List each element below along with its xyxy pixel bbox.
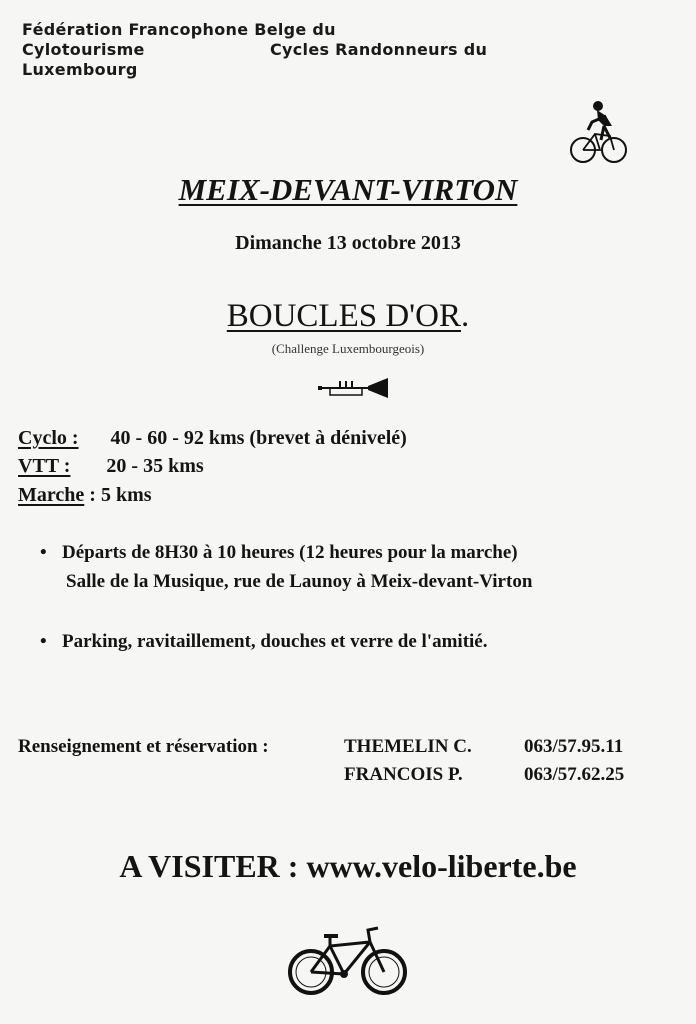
bullet-departures-location: Salle de la Musique, rue de Launoy à Meix-devant-Virton: [66, 571, 533, 592]
bullet-departures: • Départs de 8H30 à 10 heures (12 heures pour la marche): [40, 542, 518, 563]
federation-line-2-left: Cylotourisme: [22, 40, 145, 59]
trumpet-icon: [316, 376, 390, 400]
federation-line-2-right: Cycles Randonneurs du: [270, 40, 488, 59]
visit-website[interactable]: A VISITER : www.velo-liberte.be: [119, 848, 577, 884]
mountain-bike-icon: [284, 922, 412, 998]
contact-intro: Renseignement et réservation :: [18, 736, 269, 757]
bullet-amenities: • Parking, ravitaillement, douches et verre de l'amitié.: [40, 631, 488, 652]
event-name: BOUCLES D'OR.: [226, 298, 470, 334]
contact-name-1: THEMELIN C.: [344, 736, 472, 757]
distance-cyclo: Cyclo : 40 - 60 - 92 kms (brevet à dénivelé): [18, 427, 407, 449]
contact-phone-2: 063/57.62.25: [524, 764, 625, 785]
event-date: Dimanche 13 octobre 2013: [235, 232, 461, 254]
federation-line-1: Fédération Francophone Belge du: [22, 20, 336, 39]
event-location-title: MEIX-DEVANT-VIRTON: [178, 172, 518, 207]
distance-vtt: VTT : 20 - 35 kms: [18, 455, 204, 477]
event-subtitle: (Challenge Luxembourgeois): [271, 341, 425, 356]
racing-cyclist-icon: [568, 96, 630, 168]
contact-phone-1: 063/57.95.11: [524, 736, 624, 757]
distance-marche: Marche : 5 kms: [18, 484, 152, 506]
federation-line-3: Luxembourg: [22, 60, 138, 79]
contact-name-2: FRANCOIS P.: [344, 764, 463, 785]
